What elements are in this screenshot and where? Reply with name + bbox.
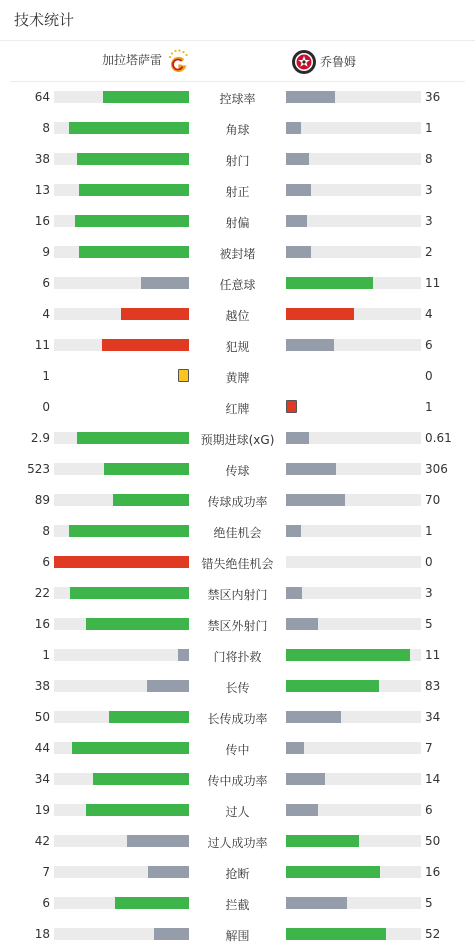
- home-stat-bar: [178, 649, 189, 661]
- home-stat-bar: [127, 835, 189, 847]
- home-stat-value: 0: [42, 400, 50, 414]
- home-stat-bar-track: [54, 463, 189, 475]
- away-stat-bar-track: [286, 649, 421, 661]
- home-stat-bar-track: [54, 122, 189, 134]
- home-stat-bar-track: [54, 432, 189, 444]
- stat-label: 传球成功率: [207, 495, 268, 509]
- home-stat-bar-track: [54, 587, 189, 599]
- stat-label: 射正: [225, 185, 250, 199]
- away-stat-bar-track: [286, 773, 421, 785]
- home-stat-value: 11: [34, 338, 50, 352]
- stat-row: [0, 857, 475, 888]
- stat-label: 抢断: [225, 867, 250, 881]
- away-stat-bar-track: [286, 246, 421, 258]
- home-stat-bar: [109, 711, 189, 723]
- away-stat-bar-track: [286, 277, 421, 289]
- stat-row: [0, 795, 475, 826]
- away-stat-bar-track: [286, 525, 421, 537]
- away-stat-bar: [286, 246, 311, 258]
- away-stat-value: 70: [425, 493, 441, 507]
- home-stat-value: 6: [42, 555, 50, 569]
- stat-label: 错失绝佳机会: [201, 557, 274, 571]
- home-stat-bar: [141, 277, 189, 289]
- away-stat-value: 16: [425, 865, 441, 879]
- home-stat-bar-track: [54, 928, 189, 940]
- away-stat-bar-track: [286, 866, 421, 878]
- home-stat-bar: [121, 308, 189, 320]
- stat-label: 越位: [225, 309, 250, 323]
- home-stat-bar-track: [54, 339, 189, 351]
- stat-row: [0, 485, 475, 516]
- home-stat-value: 6: [42, 896, 50, 910]
- stat-label: 过人成功率: [207, 836, 268, 850]
- stat-label: 红牌: [225, 402, 250, 416]
- stat-label: 射门: [225, 154, 250, 168]
- away-stat-value: 1: [425, 400, 433, 414]
- corum-logo-icon: [291, 49, 317, 75]
- home-stat-bar: [104, 463, 189, 475]
- stat-row: [0, 733, 475, 764]
- stat-label: 控球率: [219, 92, 256, 106]
- away-stat-bar-track: [286, 804, 421, 816]
- stat-row: [0, 640, 475, 671]
- home-stat-value: 9: [42, 245, 50, 259]
- stat-label: 传中: [225, 743, 250, 757]
- away-stat-value: 34: [425, 710, 441, 724]
- home-stat-value: 1: [42, 648, 50, 662]
- stat-row: [0, 888, 475, 919]
- away-stat-bar: [286, 494, 345, 506]
- away-stat-bar: [286, 773, 325, 785]
- stat-label: 解围: [225, 929, 250, 943]
- stat-row: [0, 113, 475, 144]
- stat-label: 拦截: [225, 898, 250, 912]
- stat-label: 黄牌: [225, 371, 250, 385]
- home-stat-value: 89: [34, 493, 50, 507]
- stat-label: 过人: [225, 805, 250, 819]
- stat-label: 传中成功率: [207, 774, 268, 788]
- home-stat-value: 13: [34, 183, 50, 197]
- home-stat-bar-track: [54, 835, 189, 847]
- stat-row: [0, 826, 475, 857]
- stat-row: [0, 516, 475, 547]
- home-stat-bar-track: [54, 153, 189, 165]
- home-stat-bar: [54, 556, 189, 568]
- away-stat-bar: [286, 618, 318, 630]
- home-stat-value: 22: [34, 586, 50, 600]
- stat-row: [0, 392, 475, 423]
- away-stat-value: 11: [425, 648, 441, 662]
- away-stat-value: 8: [425, 152, 433, 166]
- away-stat-bar: [286, 432, 309, 444]
- stat-row: [0, 330, 475, 361]
- away-stat-value: 14: [425, 772, 441, 786]
- away-stat-value: 36: [425, 90, 441, 104]
- stat-label: 门将扑救: [213, 650, 262, 664]
- stat-label: 长传成功率: [207, 712, 268, 726]
- home-stat-bar-track: [54, 246, 189, 258]
- away-stat-bar-track: [286, 153, 421, 165]
- away-stat-bar-track: [286, 122, 421, 134]
- away-stat-bar-track: [286, 680, 421, 692]
- teams-header: [0, 41, 475, 81]
- stat-label: 长传: [225, 681, 250, 695]
- home-stat-bar: [69, 525, 189, 537]
- away-stat-bar-track: [286, 184, 421, 196]
- home-stat-bar-track: [54, 525, 189, 537]
- away-stat-bar-track: [286, 432, 421, 444]
- away-stat-bar-track: [286, 339, 421, 351]
- away-red-card-icon: [286, 400, 297, 413]
- away-stat-bar-track: [286, 618, 421, 630]
- home-stat-bar-track: [54, 556, 189, 568]
- home-stat-bar-track: [54, 277, 189, 289]
- stat-label: 禁区内射门: [207, 588, 268, 602]
- home-stat-bar-track: [54, 773, 189, 785]
- home-stat-bar: [86, 804, 189, 816]
- stat-label: 犯规: [225, 340, 250, 354]
- home-stat-value: 38: [34, 679, 50, 693]
- away-stat-bar-track: [286, 587, 421, 599]
- away-stat-bar-track: [286, 835, 421, 847]
- stat-label: 传球: [225, 464, 250, 478]
- home-stat-value: 44: [34, 741, 50, 755]
- home-stat-bar: [77, 432, 189, 444]
- away-stat-bar: [286, 153, 309, 165]
- home-stat-value: 19: [34, 803, 50, 817]
- home-team-name: 加拉塔萨雷: [101, 53, 162, 67]
- away-stat-bar-track: [286, 91, 421, 103]
- away-stat-bar: [286, 835, 359, 847]
- home-stat-bar: [77, 153, 189, 165]
- home-stat-bar: [93, 773, 189, 785]
- away-stat-bar: [286, 308, 354, 320]
- home-stat-bar: [154, 928, 189, 940]
- home-stat-bar-track: [54, 680, 189, 692]
- stat-row: [0, 361, 475, 392]
- home-stat-bar: [113, 494, 189, 506]
- stat-label: 禁区外射门: [207, 619, 268, 633]
- home-stat-bar: [70, 587, 189, 599]
- away-stat-bar-track: [286, 711, 421, 723]
- home-stat-value: 6: [42, 276, 50, 290]
- home-yellow-card-icon: [178, 369, 189, 382]
- home-stat-value: 16: [34, 617, 50, 631]
- away-stat-value: 0: [425, 369, 433, 383]
- home-stat-value: 1: [42, 369, 50, 383]
- away-stat-value: 52: [425, 927, 441, 941]
- home-stat-value: 34: [34, 772, 50, 786]
- home-stat-value: 8: [42, 524, 50, 538]
- away-stat-bar-track: [286, 742, 421, 754]
- home-stat-bar: [115, 897, 189, 909]
- home-stat-bar: [79, 246, 189, 258]
- away-stat-value: 1: [425, 524, 433, 538]
- home-stat-bar: [69, 122, 189, 134]
- home-stat-value: 7: [42, 865, 50, 879]
- away-stat-bar-track: [286, 463, 421, 475]
- stat-row: [0, 82, 475, 113]
- away-stat-value: 6: [425, 803, 433, 817]
- away-stat-bar: [286, 122, 301, 134]
- away-stat-value: 1: [425, 121, 433, 135]
- away-stat-value: 50: [425, 834, 441, 848]
- stat-row: [0, 237, 475, 268]
- home-stat-bar: [148, 866, 189, 878]
- home-stat-bar: [79, 184, 189, 196]
- home-stat-bar-track: [54, 742, 189, 754]
- home-stat-bar-track: [54, 618, 189, 630]
- home-stat-value: 4: [42, 307, 50, 321]
- home-stat-bar-track: [54, 91, 189, 103]
- away-stat-value: 7: [425, 741, 433, 755]
- stat-row: [0, 764, 475, 795]
- home-stat-bar-track: [54, 897, 189, 909]
- away-stat-bar: [286, 928, 386, 940]
- home-stat-bar-track: [54, 804, 189, 816]
- away-stat-value: 2: [425, 245, 433, 259]
- away-stat-bar: [286, 866, 380, 878]
- away-stat-bar: [286, 91, 335, 103]
- away-stat-bar: [286, 277, 373, 289]
- home-stat-value: 38: [34, 152, 50, 166]
- away-stat-bar: [286, 649, 410, 661]
- away-stat-value: 6: [425, 338, 433, 352]
- away-stat-value: 83: [425, 679, 441, 693]
- away-stat-value: 0: [425, 555, 433, 569]
- stat-label: 绝佳机会: [213, 526, 262, 540]
- home-stat-value: 18: [34, 927, 50, 941]
- stat-label: 预期进球(xG): [200, 433, 275, 447]
- home-stat-value: 64: [34, 90, 50, 104]
- stat-row: [0, 702, 475, 733]
- home-stat-bar-track: [54, 308, 189, 320]
- home-stat-value: 50: [34, 710, 50, 724]
- stat-row: [0, 454, 475, 485]
- stat-row: [0, 206, 475, 237]
- away-stat-value: 3: [425, 214, 433, 228]
- away-stat-bar-track: [286, 308, 421, 320]
- home-stat-bar: [75, 215, 189, 227]
- away-stat-bar: [286, 339, 334, 351]
- away-stat-bar-track: [286, 897, 421, 909]
- home-stat-value: 523: [27, 462, 50, 476]
- away-stat-bar-track: [286, 215, 421, 227]
- away-team-name: 乔鲁姆: [320, 55, 357, 69]
- home-stat-bar-track: [54, 711, 189, 723]
- stat-row: [0, 144, 475, 175]
- away-stat-value: 0.61: [425, 431, 452, 445]
- stat-label: 任意球: [219, 278, 256, 292]
- away-stat-value: 3: [425, 183, 433, 197]
- home-stat-bar: [147, 680, 189, 692]
- away-stat-value: 5: [425, 896, 433, 910]
- home-stat-bar: [86, 618, 189, 630]
- home-stat-bar-track: [54, 215, 189, 227]
- home-stat-value: 2.9: [30, 431, 50, 445]
- home-stat-bar: [102, 339, 189, 351]
- home-stat-bar-track: [54, 649, 189, 661]
- stat-row: [0, 299, 475, 330]
- away-stat-bar: [286, 463, 336, 475]
- away-stat-value: 3: [425, 586, 433, 600]
- home-stat-bar: [72, 742, 189, 754]
- galatasaray-logo-icon: [166, 48, 190, 74]
- home-stat-bar-track: [54, 184, 189, 196]
- page-title: 技术统计: [14, 11, 75, 29]
- away-stat-bar-track: [286, 928, 421, 940]
- stat-row: [0, 423, 475, 454]
- away-stat-bar: [286, 742, 304, 754]
- away-stat-value: 4: [425, 307, 433, 321]
- away-stat-bar: [286, 897, 347, 909]
- away-stat-value: 11: [425, 276, 441, 290]
- stat-label: 射偏: [225, 216, 250, 230]
- away-stat-bar: [286, 184, 311, 196]
- home-stat-bar: [103, 91, 189, 103]
- home-stat-value: 42: [34, 834, 50, 848]
- home-stat-bar-track: [54, 866, 189, 878]
- away-stat-bar-track: [286, 556, 421, 568]
- stat-row: [0, 919, 475, 950]
- away-stat-bar: [286, 525, 301, 537]
- home-stat-value: 16: [34, 214, 50, 228]
- home-stat-bar-track: [54, 494, 189, 506]
- away-stat-bar-track: [286, 494, 421, 506]
- away-stat-bar: [286, 587, 302, 599]
- away-stat-bar: [286, 711, 341, 723]
- stat-row: [0, 175, 475, 206]
- stat-label: 角球: [225, 123, 250, 137]
- stat-row: [0, 609, 475, 640]
- home-stat-value: 8: [42, 121, 50, 135]
- away-stat-bar: [286, 804, 318, 816]
- stat-row: [0, 578, 475, 609]
- away-stat-bar: [286, 215, 307, 227]
- away-stat-value: 5: [425, 617, 433, 631]
- away-stat-bar: [286, 680, 379, 692]
- stat-row: [0, 547, 475, 578]
- stat-label: 被封堵: [219, 247, 256, 261]
- away-stat-value: 306: [425, 462, 448, 476]
- stat-row: [0, 671, 475, 702]
- stat-row: [0, 268, 475, 299]
